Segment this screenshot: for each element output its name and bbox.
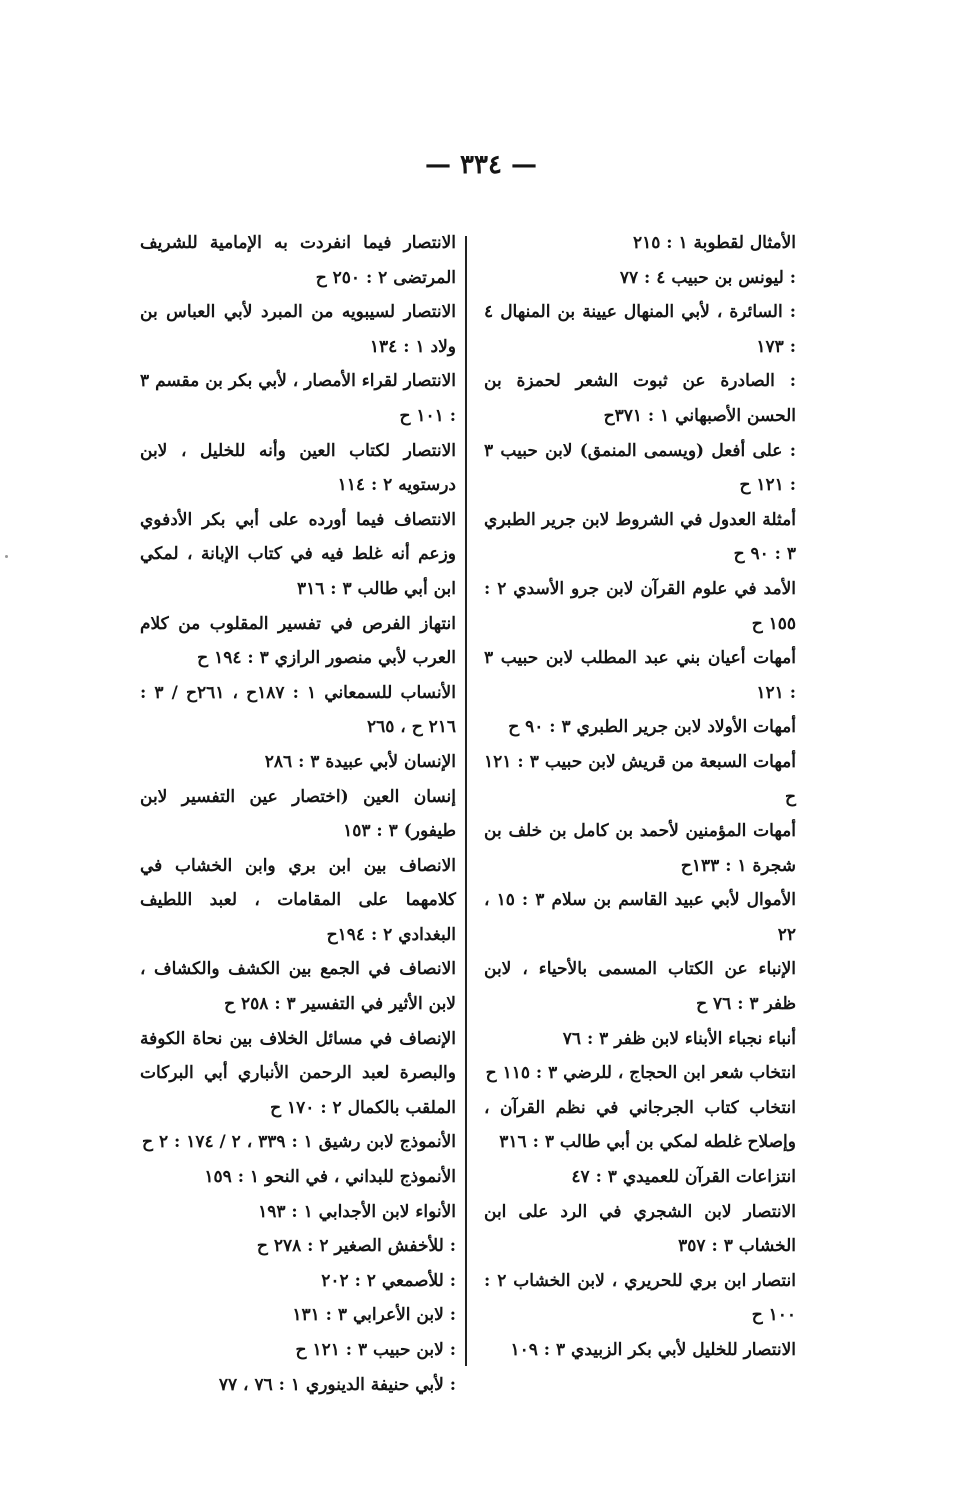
- index-column-right: [484, 226, 796, 1368]
- index-entry: : ليونس بن حبيب ٤ : ٧٧: [619, 267, 796, 288]
- index-entry: : لأبي حنيفة الدينوري ١ : ٧٦ ، ٧٧: [218, 1374, 456, 1395]
- index-entry: : لابن حبيب ٣ : ١٢١ ح: [295, 1340, 456, 1360]
- index-entry: انتهاز الفرص في تفسير المقلوب من كلام العرب لأبي منصور الرازي ٣ : ١٩٤ ح: [140, 613, 456, 669]
- index-entry: أمثلة العدول في الشروط لابن جرير الطبري ٣ : ٩٠ ح: [484, 509, 796, 565]
- index-entry: أمهات الأولاد لابن جرير الطبري ٣ : ٩٠ ح: [508, 717, 796, 738]
- index-entry: الانتصار فيما انفردت به الإمامية للشريف المرتضى ٢ : ٢٥٠ ح: [140, 233, 456, 288]
- index-entry: الأمد في علوم القرآن لابن جرو الأسدي ٢ : ١٥٥ ح: [484, 578, 797, 634]
- index-entry: الأنموذج للبداني ، في النحو ١ : ١٥٩: [204, 1167, 456, 1188]
- index-entry: الانتصار لسيبويه من المبرد لأبي العباس بن ولاد ١ : ١٣٤: [140, 302, 456, 357]
- index-entry: : السائرة ، لأبي المنهال عيينة بن المنهال ٤ : ١٧٣: [484, 302, 796, 357]
- index-entry: انتخاب كتاب الجرجاني في نظم القرآن ، وإصلاح غلطه لمكي بن أبي طالب ٣ : ٣١٦: [484, 1097, 796, 1153]
- column-divider: [465, 236, 467, 1366]
- index-entry: انتخاب شعر ابن الحجاج ، للرضي ٣ : ١١٥ ح: [485, 1063, 796, 1084]
- index-entry: : للأخفش الصغير ٢ : ٢٧٨ ح: [256, 1236, 456, 1257]
- index-entry: الأمثال لقطوبة ١ : ٢١٥: [632, 233, 796, 253]
- index-entry: الأنساب للسمعاني ١ : ١٨٧ح ، ٢٦١ح / ٣ : ٢١٦ ح ، ٢٦٥: [140, 682, 456, 738]
- index-entry: الانتصار لقراء الأمصار ، لأبي بكر بن مقسم ٣ : ١٠١ ح: [140, 371, 456, 426]
- index-entry: الأموال لأبي عبيد القاسم بن سلام ٣ : ١٥ ، ٢٢: [484, 890, 797, 945]
- index-entry: الأنواء لابن الأجدابي ١ : ١٩٣: [258, 1201, 456, 1222]
- index-column-left: [140, 226, 456, 1402]
- index-entry: الإنسان لأبي عبيدة ٣ : ٢٨٦: [264, 751, 456, 772]
- index-entry: الانتصار للخليل لأبي بكر الزبيدي ٣ : ١٠٩: [510, 1340, 796, 1360]
- index-entry: الانتصار لابن الشجري في الرد على ابن الخشاب ٣ : ٣٥٧: [484, 1201, 796, 1257]
- index-entry: : للأصمعي ٢ : ٢٠٢: [321, 1270, 456, 1291]
- index-entry: الانتصار لكتاب العين وأنه للخليل ، لابن درستويه ٢ : ١١٤: [140, 440, 456, 496]
- margin-speck: [5, 555, 8, 558]
- index-entry: : لابن الأعرابي ٣ : ١٣١: [292, 1305, 456, 1326]
- index-entry: الأنموذج لابن رشيق ١ : ٣٣٩ ، ٢ / ١٧٤ : ٢ ح: [142, 1132, 456, 1153]
- index-entry: الإنباء عن الكتاب المسمى بالأحياء ، لابن ظفر ٣ : ٧٦ ح: [484, 959, 796, 1015]
- index-entry: : الصادرة عن ثبوت الشعر لحمزة بن الحسن الأصبهاني ١ : ٣٧١ح: [484, 371, 796, 426]
- index-entry: انتزاعات القرآن للعميدي ٣ : ٤٧: [571, 1167, 796, 1188]
- index-entry: الانصاف بين ابن بري وابن الخشاب في كلامهما على المقامات ، لعبد اللطيف البغدادي ٢ : ١٩٤ح: [140, 855, 456, 945]
- index-entry: الانتصاف فيما أورده على أبي بكر الأدفوي وزعم أنه غلط فيه في كتاب الإبانة ، لمكي ابن أبي طالب ٣ : ٣١٦: [140, 509, 456, 599]
- index-entry: الإنصاف في مسائل الخلاف بين نحاة الكوفة والبصرة لعبد الرحمن الأنباري أبي البركات الملقب بالكمال ٢ : ١٧٠ ح: [140, 1028, 456, 1118]
- index-entry: أمهات السبعة من قريش لابن حبيب ٣ : ١٢١ ح: [484, 751, 796, 807]
- index-entry: أنباء نجباء الأبناء لابن ظفر ٣ : ٧٦: [562, 1028, 796, 1049]
- page-number: — ٣٣٤ —: [424, 150, 538, 180]
- index-entry: إنسان العين (اختصار عين التفسير لابن طيفور) ٣ : ١٥٣: [140, 786, 456, 842]
- index-entry: الانصاف في الجمع بين الكشف والكشاف ، لابن الأثير في التفسير ٣ : ٢٥٨ ح: [140, 959, 456, 1015]
- index-entry: انتصار ابن بري للحريري ، لابن الخشاب ٢ : ١٠٠ ح: [484, 1270, 796, 1326]
- index-entry: أمهات المؤمنين لأحمد بن كامل بن خلف بن شجرة ١ : ١٣٣ح: [484, 821, 796, 876]
- index-entry: أمهات أعيان بني عبد المطلب لابن حبيب ٣ : ١٢١: [484, 648, 796, 703]
- index-entry: : على أفعل (ويسمى المنمق) لابن حبيب ٣ : ١٢١ ح: [484, 440, 796, 496]
